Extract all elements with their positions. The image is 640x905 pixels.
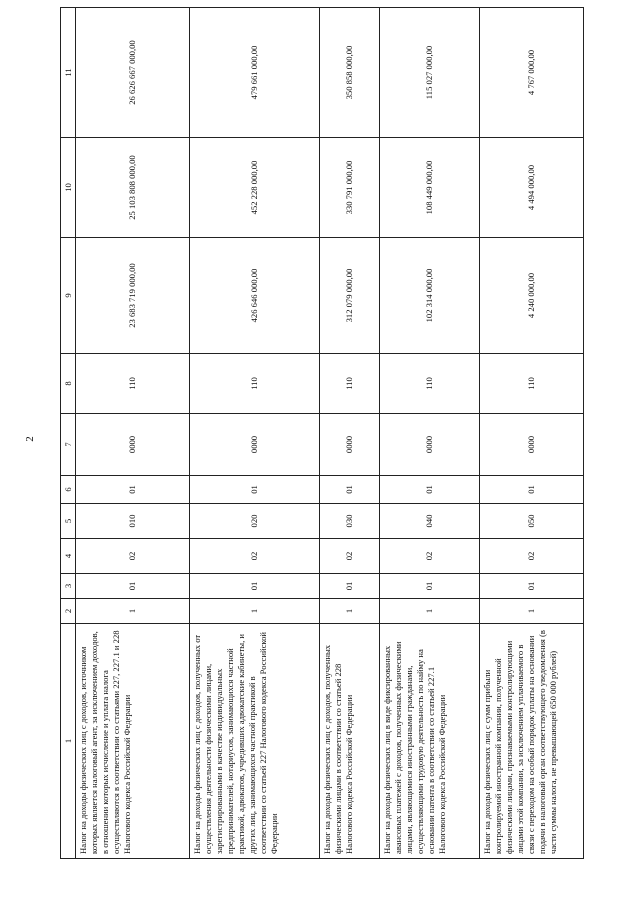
cell-c9: 426 646 000,00 bbox=[190, 238, 320, 354]
cell-c10: 4 494 000,00 bbox=[480, 138, 584, 238]
cell-c2: 1 bbox=[380, 599, 480, 624]
cell-c4: 02 bbox=[76, 539, 190, 574]
cell-c8: 110 bbox=[76, 354, 190, 414]
cell-c8: 110 bbox=[380, 354, 480, 414]
row-name: Налог на доходы физических лиц с сумм прибыли контролируемой иностранной компании, полученной физическими лицами, признаваемыми контролирующими лицами этой компании, за исключением уплачиваемого в связи с переходом на особый порядок уплаты на основании подачи в налоговый орган соответствующего уведомления (в части суммы налога, не превышающей 650 000 рублей) bbox=[480, 624, 584, 859]
cell-c10: 108 449 000,00 bbox=[380, 138, 480, 238]
cell-c6: 01 bbox=[480, 476, 584, 504]
cell-c8: 110 bbox=[480, 354, 584, 414]
header-cell: 6 bbox=[61, 476, 76, 504]
cell-c8: 110 bbox=[190, 354, 320, 414]
cell-c4: 02 bbox=[480, 539, 584, 574]
cell-c4: 02 bbox=[190, 539, 320, 574]
cell-c3: 01 bbox=[380, 574, 480, 599]
cell-c10: 330 791 000,00 bbox=[320, 138, 380, 238]
budget-table-rotated bbox=[60, 8, 583, 859]
cell-c4: 02 bbox=[380, 539, 480, 574]
cell-c7: 0000 bbox=[480, 414, 584, 476]
header-row bbox=[61, 8, 76, 859]
budget-table bbox=[60, 7, 584, 859]
cell-c9: 23 683 719 000,00 bbox=[76, 238, 190, 354]
table-row bbox=[76, 8, 190, 859]
page-number: 2 bbox=[24, 436, 36, 442]
header-cell: 10 bbox=[61, 138, 76, 238]
header-cell: 9 bbox=[61, 238, 76, 354]
cell-c5: 040 bbox=[380, 504, 480, 539]
cell-c3: 01 bbox=[480, 574, 584, 599]
table-row bbox=[320, 8, 380, 859]
cell-c11: 26 626 667 000,00 bbox=[76, 8, 190, 138]
cell-c6: 01 bbox=[320, 476, 380, 504]
cell-c4: 02 bbox=[320, 539, 380, 574]
cell-c11: 115 027 000,00 bbox=[380, 8, 480, 138]
header-cell: 5 bbox=[61, 504, 76, 539]
cell-c5: 050 bbox=[480, 504, 584, 539]
row-name: Налог на доходы физических лиц с доходов, полученных физическими лицами в соответствии со статьей 228 Налогового кодекса Российской Федерации bbox=[320, 624, 380, 859]
cell-c11: 350 858 000,00 bbox=[320, 8, 380, 138]
header-cell: 11 bbox=[61, 8, 76, 138]
cell-c6: 01 bbox=[76, 476, 190, 504]
cell-c7: 0000 bbox=[320, 414, 380, 476]
cell-c2: 1 bbox=[76, 599, 190, 624]
cell-c2: 1 bbox=[320, 599, 380, 624]
cell-c3: 01 bbox=[320, 574, 380, 599]
cell-c2: 1 bbox=[190, 599, 320, 624]
cell-c7: 0000 bbox=[76, 414, 190, 476]
row-name: Налог на доходы физических лиц в виде фиксированных авансовых платежей с доходов, полученных физическими лицами, являющимися иностранными гражданами, осуществляющими трудовую деятельность по найму на основании патента в соответствии со статьей 227.1 Налогового кодекса Российской Федерации bbox=[380, 624, 480, 859]
table-row bbox=[380, 8, 480, 859]
cell-c7: 0000 bbox=[380, 414, 480, 476]
cell-c5: 020 bbox=[190, 504, 320, 539]
cell-c2: 1 bbox=[480, 599, 584, 624]
header-cell: 4 bbox=[61, 539, 76, 574]
cell-c6: 01 bbox=[190, 476, 320, 504]
header-cell: 2 bbox=[61, 599, 76, 624]
row-name: Налог на доходы физических лиц с доходов, источником которых является налоговый агент, за исключением доходов, в отношении которых исчисление и уплата налога осуществляются в соответствии со статьями 227, 227.1 и 228 Налогового кодекса Российской Федерации bbox=[76, 624, 190, 859]
cell-c7: 0000 bbox=[190, 414, 320, 476]
cell-c10: 452 228 000,00 bbox=[190, 138, 320, 238]
cell-c9: 4 240 000,00 bbox=[480, 238, 584, 354]
cell-c11: 4 767 000,00 bbox=[480, 8, 584, 138]
table-row bbox=[480, 8, 584, 859]
cell-c5: 030 bbox=[320, 504, 380, 539]
header-cell: 1 bbox=[61, 624, 76, 859]
cell-c8: 110 bbox=[320, 354, 380, 414]
cell-c3: 01 bbox=[76, 574, 190, 599]
header-cell: 3 bbox=[61, 574, 76, 599]
cell-c11: 479 661 000,00 bbox=[190, 8, 320, 138]
cell-c9: 102 314 000,00 bbox=[380, 238, 480, 354]
cell-c6: 01 bbox=[380, 476, 480, 504]
cell-c5: 010 bbox=[76, 504, 190, 539]
cell-c9: 312 079 000,00 bbox=[320, 238, 380, 354]
header-cell: 8 bbox=[61, 354, 76, 414]
table-row bbox=[190, 8, 320, 859]
cell-c10: 25 103 808 000,00 bbox=[76, 138, 190, 238]
row-name: Налог на доходы физических лиц с доходов, полученных от осуществления деятельности физическими лицами, зарегистрированными в качестве индивидуальных предпринимателей, нотариусов, занимающихся частной практикой, адвокатов, учредивших адвокатские кабинеты, и других лиц, занимающихся частной практикой в соответствии со статьей 227 Налогового кодекса Российской Федерации bbox=[190, 624, 320, 859]
cell-c3: 01 bbox=[190, 574, 320, 599]
header-cell: 7 bbox=[61, 414, 76, 476]
